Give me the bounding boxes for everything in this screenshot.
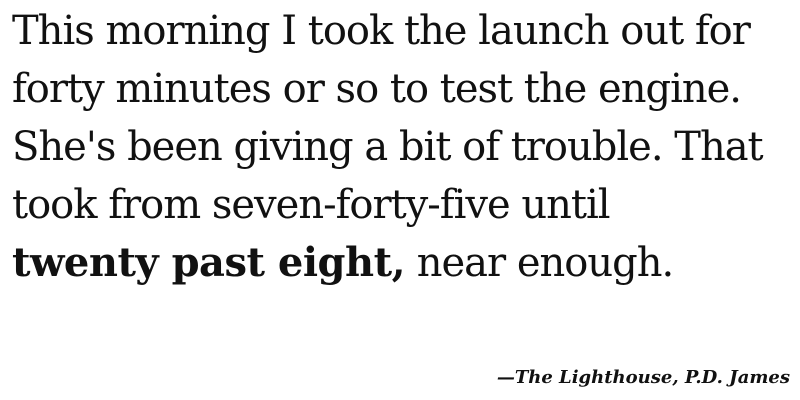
attribution — [497, 366, 790, 390]
quote-line-3: She's been giving a bit of trouble. That — [12, 124, 763, 170]
attribution-separator: , — [672, 367, 685, 388]
quote-text — [12, 2, 792, 292]
quote-line-5 — [12, 234, 792, 292]
attribution-dash: — — [496, 367, 515, 388]
attribution-author: P.D. James — [684, 367, 790, 388]
quote-line-2: forty minutes or so to test the engine. — [12, 66, 742, 112]
quote-line-4: took from seven-forty-five until — [12, 182, 610, 228]
attribution-title: The Lighthouse — [514, 367, 673, 388]
quote-line-1: This morning I took the launch out for — [12, 8, 750, 54]
quote-emphasis: twenty past eight, — [12, 239, 405, 286]
quote-line-5-rest: near enough. — [405, 240, 674, 286]
